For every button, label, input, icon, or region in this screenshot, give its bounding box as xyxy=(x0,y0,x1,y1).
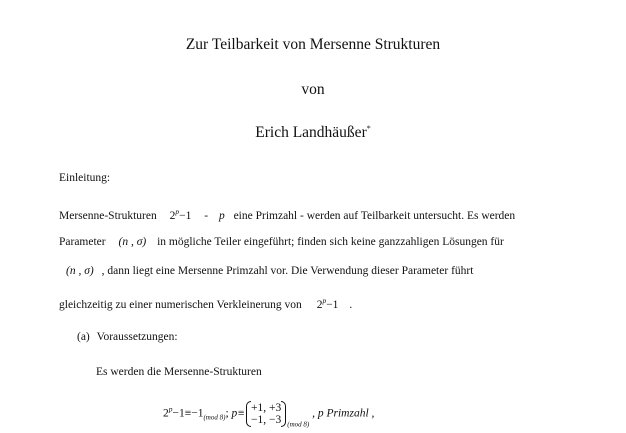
list-item-a xyxy=(77,330,178,344)
p1-text-a: Mersenne-Strukturen xyxy=(59,210,157,222)
p3-text: , dann liegt eine Mersenne Primzahl vor. Die Verwendung dieser Parameter führt xyxy=(101,265,474,277)
param-n-sigma-2: (n , σ) xyxy=(66,265,94,277)
p2-text-a: Parameter xyxy=(59,236,106,248)
paragraph-line-4 xyxy=(59,294,352,312)
math-exponent: p xyxy=(322,296,327,305)
p4-text: gleichzeitig zu einer numerischen Verkleinerung von xyxy=(59,299,302,311)
formula-p-equiv: p≡ xyxy=(231,407,246,420)
p2-text-b: in mögliche Teiler eingeführt; finden sich keine ganzzahligen Lösungen für xyxy=(157,236,504,248)
formula-matrix xyxy=(246,402,286,426)
paragraph-line-2 xyxy=(59,235,504,249)
math-minus-one: −1 xyxy=(179,210,192,222)
matrix-row-1: +1, +3 xyxy=(251,402,282,414)
p4-end: . xyxy=(349,299,353,311)
p1-dash: - xyxy=(204,210,209,222)
by-line: von xyxy=(301,81,325,98)
author-text: Erich Landhäußer xyxy=(255,124,367,141)
section-heading-intro: Einleitung: xyxy=(59,172,111,184)
formula-tail: , p Primzahl , xyxy=(312,407,375,420)
formula-line xyxy=(163,402,374,432)
formula-base: 2 xyxy=(163,407,169,420)
paper-title: Zur Teilbarkeit von Mersenne Strukturen xyxy=(185,36,441,53)
paragraph-line-1 xyxy=(59,205,515,223)
formula-congruence: −1≡−1 xyxy=(172,407,204,420)
list-item-a-body: Es werden die Mersenne-Strukturen xyxy=(96,366,262,378)
p1-text-b: eine Primzahl - werden auf Teilbarkeit untersucht. Es werden xyxy=(233,210,516,222)
mersenne-expression xyxy=(169,207,192,222)
math-minus-one: −1 xyxy=(326,299,339,311)
formula-exponent: p xyxy=(168,404,173,414)
author-footnote-mark: * xyxy=(366,124,371,133)
paragraph-line-3 xyxy=(66,264,473,278)
math-base: 2 xyxy=(316,299,323,311)
math-base: 2 xyxy=(169,210,176,222)
author-name xyxy=(0,124,626,142)
formula-mod8-left: (mod 8) xyxy=(203,413,226,422)
var-p: p xyxy=(218,210,225,222)
matrix-row-2: −1, −3 xyxy=(251,414,282,426)
list-label-a: (a) xyxy=(77,331,90,343)
formula-mod8-right: (mod 8) xyxy=(287,420,310,429)
math-exponent: p xyxy=(175,207,180,216)
list-text-a: Voraussetzungen: xyxy=(96,331,178,343)
formula-separator: ; xyxy=(225,407,229,420)
param-n-sigma: (n , σ) xyxy=(118,236,147,248)
mersenne-expression-2 xyxy=(316,296,339,311)
